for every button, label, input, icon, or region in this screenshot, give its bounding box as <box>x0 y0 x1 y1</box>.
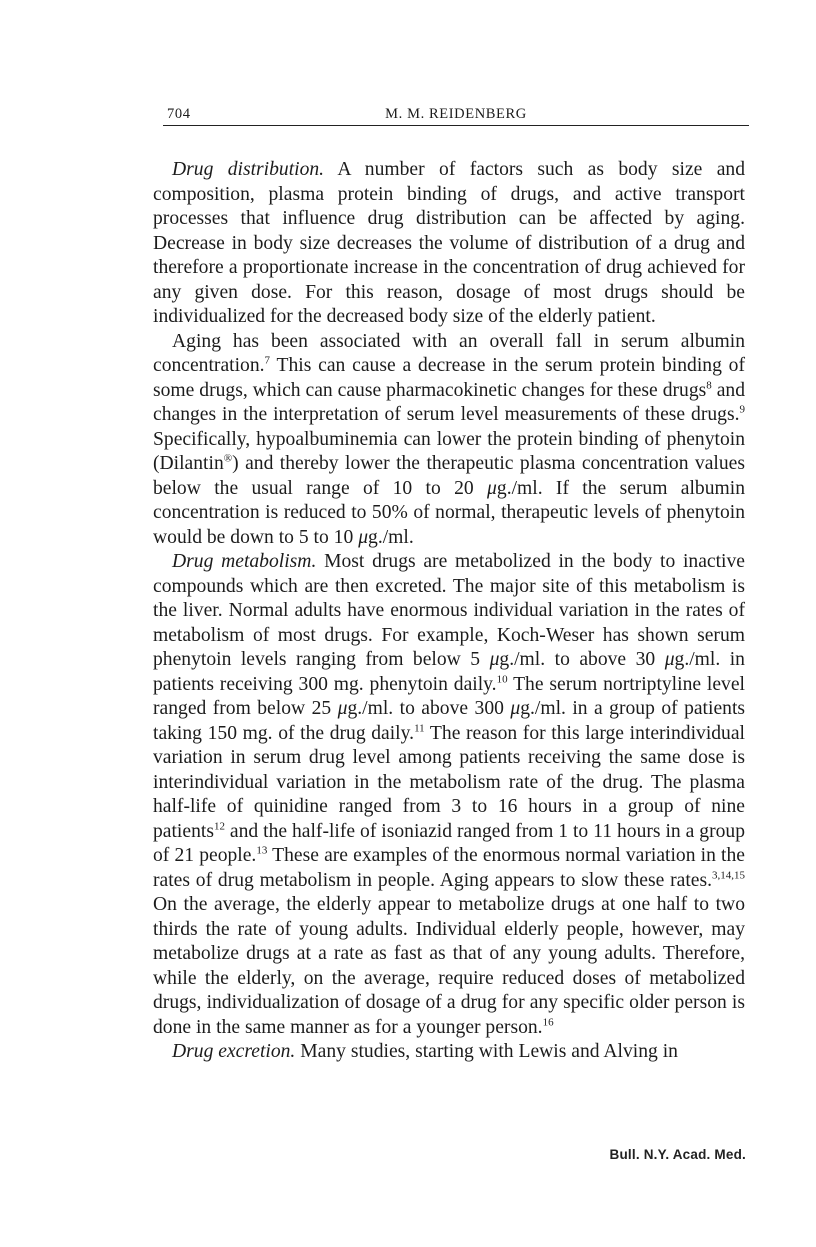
mu-symbol: μ <box>337 698 348 719</box>
header-rule <box>163 125 749 126</box>
reference-marker: 13 <box>256 844 268 857</box>
paragraph-drug-distribution <box>153 158 745 330</box>
registered-mark: ® <box>223 452 233 465</box>
mu-symbol: μ <box>664 649 675 670</box>
text-run: These are examples of the enormous normal variation in the rates of drug metabolism in people. Aging appears to slow these rates. <box>153 845 745 891</box>
text-run: ) and thereby lower the therapeutic plasma concentration values below the usual range of 10 to 20 <box>153 453 745 499</box>
mu-symbol: μ <box>487 477 497 499</box>
text-run: g./ml. in patients receiving 300 mg. phenytoin daily. <box>153 649 745 695</box>
mu-symbol: μ <box>358 526 369 548</box>
reference-marker: 7 <box>264 354 271 367</box>
section-heading-drug-metabolism: Drug metabolism. <box>172 551 317 572</box>
body-text <box>153 158 745 1065</box>
section-heading-drug-excretion: Drug excretion. <box>172 1041 296 1062</box>
running-head-author: M. M. REIDENBERG <box>385 106 527 122</box>
text-run: The reason for this large interindividual variation in serum drug level among patients receiving the same dose is interindividual variation in the metabolism rate of the drug. The plasma half-life of quinidine ranged from 3 to 16 hours in a group of nine patients <box>153 722 745 842</box>
paragraph-drug-excretion <box>153 1040 745 1065</box>
text-run: On the average, the elderly appear to metabolize drugs at one half to two thirds the rate of young adults. Individual elderly people, however, may metabolize drugs at a rate as fast as that of any young adults. Therefore, while the elderly, on the average, require reduced doses of metabolized drugs, individualization of dosage of a drug for any specific older person is done in the same manner as for a younger person. <box>153 894 745 1038</box>
text-run: Aging has been associated with an overall fall in serum albumin concentration. <box>153 330 745 376</box>
text-run: g./ml. If the serum albumin concentration is reduced to 50% of normal, therapeutic levels of phenytoin would be down to 5 to 10 <box>153 477 745 548</box>
text-run: This can cause a decrease in the serum protein binding of some drugs, which can cause pharmacokinetic changes for these drugs <box>153 355 745 401</box>
journal-footer: Bull. N.Y. Acad. Med. <box>609 1147 746 1162</box>
mu-symbol: μ <box>510 698 521 719</box>
reference-marker: 10 <box>496 672 508 685</box>
reference-marker: 16 <box>542 1015 554 1028</box>
text-run: and changes in the interpretation of serum level measurements of these drugs. <box>153 379 745 425</box>
mu-symbol: μ <box>489 649 500 670</box>
text-run: Specifically, hypoalbuminemia can lower the protein binding of phenytoin (Dilantin <box>153 428 745 474</box>
text-run: The serum nortriptyline level ranged from below 25 <box>153 673 745 719</box>
reference-marker: 11 <box>414 721 425 734</box>
section-heading-drug-distribution: Drug distribution. <box>172 159 325 180</box>
paragraph-text: A number of factors such as body size and composition, plasma protein binding of drugs, and active transport processes that influence drug distribution can be affected by aging. Decrease in body size decreases the volume of distribution of a drug and therefore a proportionate increase in the concentration of drug achieved for any given dose. For this reason, dosage of most drugs should be individualized for the decreased body size of the elderly patient. <box>153 159 746 327</box>
reference-marker: 3,14,15 <box>712 868 745 881</box>
text-run: Most drugs are metabolized in the body to inactive compounds which are then excreted. The major site of this metabolism is the liver. Normal adults have enormous individual variation in the rates of metabolism of most drugs. For example, Koch-Weser has shown serum phenytoin levels ranging from below 5 <box>153 551 745 670</box>
text-run: g./ml. to above 300 <box>347 698 511 719</box>
reference-marker: 9 <box>739 403 745 416</box>
paragraph-aging-albumin <box>153 330 745 551</box>
reference-marker: 12 <box>213 819 225 832</box>
text-run: g./ml. <box>368 526 414 548</box>
text-run: g./ml. to above 30 <box>499 649 665 670</box>
reference-marker: 8 <box>706 378 712 391</box>
text-run: g./ml. in a group of patients taking 150 mg. of the drug daily. <box>153 698 746 744</box>
text-run: and the half-life of isoniazid ranged from 1 to 11 hours in a group of 21 people. <box>153 820 745 866</box>
paragraph-text: Many studies, starting with Lewis and Alving in <box>295 1041 678 1062</box>
paragraph-drug-metabolism <box>153 550 745 1040</box>
page-number: 704 <box>167 106 191 122</box>
